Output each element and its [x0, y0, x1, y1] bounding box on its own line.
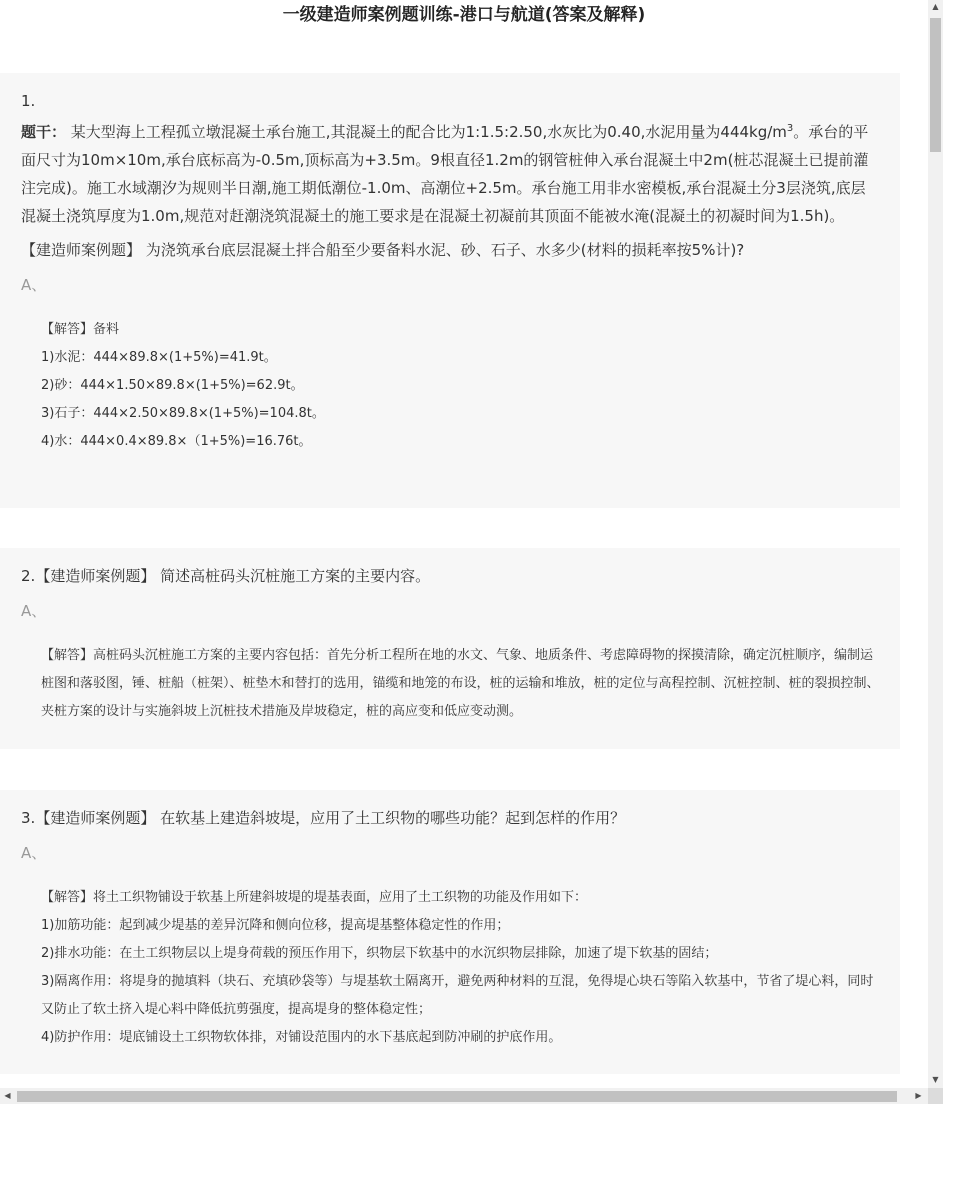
question-stem [21, 115, 880, 230]
question-text: 简述高桩码头沉桩施工方案的主要内容。 [160, 567, 431, 585]
answer-line: 4)防护作用：堤底铺设土工织物软体排，对铺设范围内的水下基底起到防冲刷的护底作用。 [41, 1030, 562, 1045]
answer-line: 2)砂：444×1.50×89.8×(1+5%)=62.9t。 [41, 378, 304, 393]
option-a[interactable]: A、 [21, 844, 47, 862]
question-tag: 【建造师案例题】 [21, 241, 142, 259]
vertical-scrollbar[interactable] [928, 0, 943, 1088]
answer-line: 3)隔离作用：将堤身的抛填料（块石、充填砂袋等）与堤基软土隔离开，避免两种材料的互混，免得堤心块石等陷入软基中，节省了堤心料，同时又防止了软土挤入堤心料中降低抗剪强度，提高堤身的整体稳定性； [41, 974, 874, 1017]
answer-block [41, 884, 880, 1052]
answer-line: 1)水泥：444×89.8×(1+5%)=41.9t。 [41, 350, 277, 365]
vertical-scroll-thumb[interactable] [930, 18, 941, 152]
question-number: 2. [21, 567, 36, 585]
question-text: 为浇筑承台底层混凝土拌合船至少要备料水泥、砂、石子、水多少(材料的损耗率按5%计)? [145, 241, 745, 259]
answer-block [41, 316, 880, 456]
question-card-2 [0, 548, 900, 749]
scroll-left-icon[interactable]: ◀ [4, 1091, 11, 1100]
question-card-1 [0, 73, 900, 508]
question-number: 1. [21, 92, 36, 110]
page-title: 一级建造师案例题训练-港口与航道(答案及解释) [282, 5, 646, 25]
stem-superscript: 3 [786, 123, 794, 134]
horizontal-scroll-thumb[interactable] [17, 1091, 897, 1102]
stem-label: 题干： [21, 123, 67, 141]
answer-line: 3)石子：444×2.50×89.8×(1+5%)=104.8t。 [41, 406, 325, 421]
question-prompt [21, 804, 880, 832]
horizontal-scrollbar[interactable] [0, 1088, 928, 1104]
answer-line: 【解答】备料 [41, 322, 120, 337]
stem-text: 某大型海上工程孤立墩混凝土承台施工,其混凝土的配合比为1:1.5:2.50,水灰比为0.40,水泥用量为444kg/m [70, 123, 787, 141]
stem-text-cont: 。承台的平面尺寸为10m×10m,承台底标高为-0.5m,顶标高为+3.5m。9根直径1.2m的钢管桩伸入承台混凝土中2m(桩芯混凝土已提前灌注完成)。施工水域潮汐为规则半日潮,施工期低潮位-1.0m、高潮位+2.5m。承台施工用非水密模板,承台混凝土分3层浇筑,底层混凝土浇筑厚度为1.0m,规范对赶潮浇筑混凝土的施工要求是在混凝土初凝前其顶面不能被水淹(混凝土的初凝时间为1.5h)。 [21, 123, 869, 225]
question-number: 3. [21, 809, 36, 827]
scroll-down-icon[interactable]: ▼ [932, 1075, 939, 1084]
scrollbar-corner [928, 1088, 943, 1104]
scroll-right-icon[interactable]: ▶ [915, 1091, 922, 1100]
answer-block [41, 642, 880, 726]
question-tag: 【建造师案例题】 [35, 567, 156, 585]
answer-line: 1)加筋功能：起到减少堤基的差异沉降和侧向位移，提高堤基整体稳定性的作用； [41, 918, 510, 933]
answer-line: 2)排水功能：在土工织物层以上堤身荷载的预压作用下，织物层下软基中的水沉织物层排除，加速了堤下软基的固结； [41, 946, 718, 961]
answer-line: 【解答】将土工织物铺设于软基上所建斜坡堤的堤基表面，应用了土工织物的功能及作用如下： [41, 890, 588, 905]
question-prompt [21, 562, 880, 590]
question-card-3 [0, 790, 900, 1074]
option-a[interactable]: A、 [21, 276, 47, 294]
question-prompt [21, 236, 880, 264]
option-a[interactable]: A、 [21, 602, 47, 620]
answer-line: 【解答】高桩码头沉桩施工方案的主要内容包括：首先分析工程所在地的水文、气象、地质条件、考虑障碍物的探摸清除，确定沉桩顺序，编制运桩图和落驳图，锤、桩船（桩架）、桩垫木和替打的选用，锚缆和地笼的布设，桩的运输和堆放，桩的定位与高程控制、沉桩控制、桩的裂损控制、夹桩方案的设计与实施斜坡上沉桩技术措施及岸坡稳定，桩的高应变和低应变动测。 [41, 648, 880, 719]
question-text: 在软基上建造斜坡堤，应用了土工织物的哪些功能？起到怎样的作用？ [160, 809, 626, 827]
scroll-up-icon[interactable]: ▲ [932, 2, 939, 11]
question-tag: 【建造师案例题】 [35, 809, 156, 827]
answer-line: 4)水：444×0.4×89.8×（1+5%)=16.76t。 [41, 434, 312, 449]
